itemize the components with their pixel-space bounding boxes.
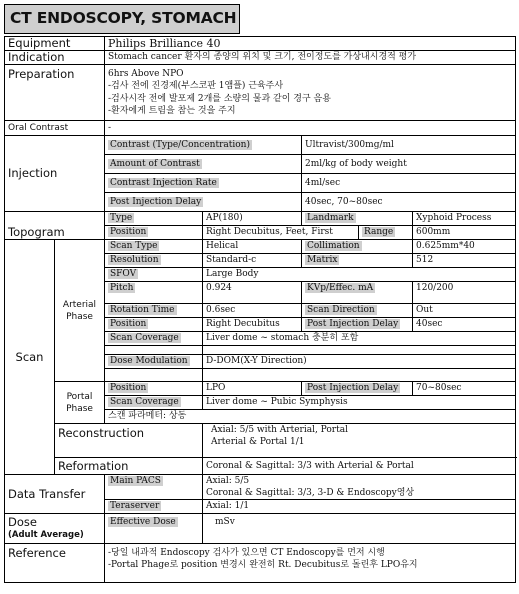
rotation-time-value: 0.6sec <box>203 304 302 318</box>
main-pacs-label: Main PACS <box>105 475 203 500</box>
reconstruction-value <box>203 424 516 458</box>
indication-value: Stomach cancer 환자의 종양의 위치 및 크기, 전이정도를 가상내시경적 평가 <box>105 51 516 65</box>
injection-item-value: 40sec, 70~80sec <box>302 193 516 212</box>
rotation-time-label: Rotation Time <box>105 304 203 318</box>
page-title: CT ENDOSCOPY, STOMACH <box>10 9 237 27</box>
collimation-label: Collimation <box>302 240 413 254</box>
dose-modulation-value: D-DOM(X-Y Direction) <box>203 355 516 369</box>
dose-row <box>5 514 516 544</box>
preparation-value <box>105 65 516 121</box>
topogram-position-label: Position <box>105 226 203 240</box>
oral-contrast-row <box>5 121 516 136</box>
collimation-value: 0.625mm*40 <box>413 240 516 254</box>
data-transfer-row <box>5 475 516 500</box>
empty-cell <box>203 346 516 355</box>
injection-item-value: 4ml/sec <box>302 174 516 193</box>
equipment-value: Philips Brilliance 40 <box>105 37 516 51</box>
topogram-range-value: 600mm <box>413 226 516 240</box>
reference-row <box>5 544 516 583</box>
injection-label: Injection <box>5 136 105 212</box>
arterial-delay-value: 40sec <box>413 318 516 332</box>
reconstruction-row <box>5 424 516 458</box>
teraserver-value: Axial: 1/1 <box>203 500 516 514</box>
injection-item-label: Amount of Contrast <box>105 155 302 174</box>
kvp-value: 120/200 <box>413 282 516 304</box>
matrix-label: Matrix <box>302 254 413 268</box>
topogram-landmark-label: Landmark <box>302 212 413 226</box>
arterial-phase-label: Arterial Phase <box>55 240 105 382</box>
topogram-type-value: AP(180) <box>203 212 302 226</box>
preparation-label: Preparation <box>5 65 105 121</box>
empty-cell <box>105 369 203 382</box>
scan-type-label: Scan Type <box>105 240 203 254</box>
reconstruction-line: Axial: 5/5 with Arterial, Portal <box>211 425 348 435</box>
data-transfer-label: Data Transfer <box>5 475 105 514</box>
preparation-row <box>5 65 516 121</box>
topogram-landmark-value: Xyphoid Process <box>413 212 516 226</box>
preparation-line: -환자에게 트림을 참는 것을 주지 <box>108 106 236 116</box>
scan-direction-value: Out <box>413 304 516 318</box>
main-pacs-value: Axial: 5/5 Coronal & Sagittal: 3/3, 3-D & Endoscopy영상 <box>203 475 516 500</box>
injection-row <box>5 136 516 155</box>
portal-phase-label: Portal Phase <box>55 382 105 424</box>
reference-label: Reference <box>5 544 105 583</box>
sfov-value: Large Body <box>203 268 516 282</box>
equipment-label: Equipment <box>5 37 105 51</box>
arterial-position-label: Position <box>105 318 203 332</box>
preparation-line: -검사 전에 진경제(부스코판 1앰플) 근육주사 <box>108 81 284 91</box>
resolution-value: Standard-c <box>203 254 302 268</box>
oral-contrast-label: Oral Contrast <box>5 121 105 136</box>
reconstruction-line: Arterial & Portal 1/1 <box>211 437 305 447</box>
indication-row <box>5 51 516 65</box>
reformation-value: Coronal & Sagittal: 3/3 with Arterial & Portal <box>203 458 516 475</box>
indication-label: Indication <box>5 51 105 65</box>
reconstruction-label: Reconstruction <box>55 424 203 458</box>
injection-item-value: 2ml/kg of body weight <box>302 155 516 174</box>
injection-item-label: Contrast (Type/Concentration) <box>105 136 302 155</box>
effective-dose-label: Effective Dose <box>105 514 203 544</box>
equipment-row <box>5 37 516 51</box>
arterial-coverage-label: Scan Coverage <box>105 332 203 346</box>
scan-row <box>5 382 516 396</box>
topogram-position-value: Right Decubitus, Feet, First <box>203 226 359 240</box>
kvp-label: KVp/Effec. mA <box>302 282 413 304</box>
teraserver-label: Teraserver <box>105 500 203 514</box>
portal-delay-label: Post Injection Delay <box>302 382 413 396</box>
effective-dose-value: mSv <box>203 514 516 544</box>
reformation-label: Reformation <box>55 458 203 475</box>
preparation-line: 6hrs Above NPO <box>108 68 184 79</box>
scan-label: Scan <box>5 240 55 475</box>
sfov-label: SFOV <box>105 268 203 282</box>
empty-cell <box>203 369 516 382</box>
portal-delay-value: 70~80sec <box>413 382 516 396</box>
dose-label: Dose (Adult Average) <box>5 514 105 544</box>
empty-cell <box>105 346 203 355</box>
arterial-coverage-value: Liver dome ~ stomach 충분히 포함 <box>203 332 516 346</box>
preparation-line: -검사시작 전에 발포제 2개를 소량의 물과 같이 경구 음용 <box>108 93 331 104</box>
topogram-row <box>5 212 516 226</box>
scan-direction-label: Scan Direction <box>302 304 413 318</box>
arterial-position-value: Right Decubitus <box>203 318 302 332</box>
pitch-label: Pitch <box>105 282 203 304</box>
portal-coverage-label: Scan Coverage <box>105 396 203 410</box>
matrix-value: 512 <box>413 254 516 268</box>
dose-modulation-label: Dose Modulation <box>105 355 203 369</box>
title-bar <box>4 4 240 34</box>
portal-note: 스캔 파라메터: 상동 <box>105 410 516 424</box>
protocol-table <box>4 36 516 583</box>
topogram-label: Topogram <box>5 212 105 240</box>
scan-row <box>5 240 516 254</box>
arterial-delay-label: Post Injection Delay <box>302 318 413 332</box>
reference-line: -Portal Phage로 position 변경시 완전히 Rt. Decubitus로 돌린후 LPO유지 <box>108 560 418 570</box>
reference-line: -당일 내과적 Endoscopy 검사가 있으면 CT Endoscopy를 먼저 시행 <box>108 548 385 558</box>
oral-contrast-value: - <box>105 121 516 136</box>
portal-position-value: LPO <box>203 382 302 396</box>
portal-coverage-value: Liver dome ~ Pubic Symphysis <box>203 396 516 410</box>
scan-type-value: Helical <box>203 240 302 254</box>
injection-item-label: Post Injection Delay <box>105 193 302 212</box>
resolution-label: Resolution <box>105 254 203 268</box>
injection-item-value: Ultravist/300mg/ml <box>302 136 516 155</box>
injection-item-label: Contrast Injection Rate <box>105 174 302 193</box>
reference-value <box>105 544 516 583</box>
topogram-range-label: Range <box>359 226 413 240</box>
reformation-row <box>5 458 516 475</box>
topogram-type-label: Type <box>105 212 203 226</box>
portal-position-label: Position <box>105 382 203 396</box>
pitch-value: 0.924 <box>203 282 302 304</box>
